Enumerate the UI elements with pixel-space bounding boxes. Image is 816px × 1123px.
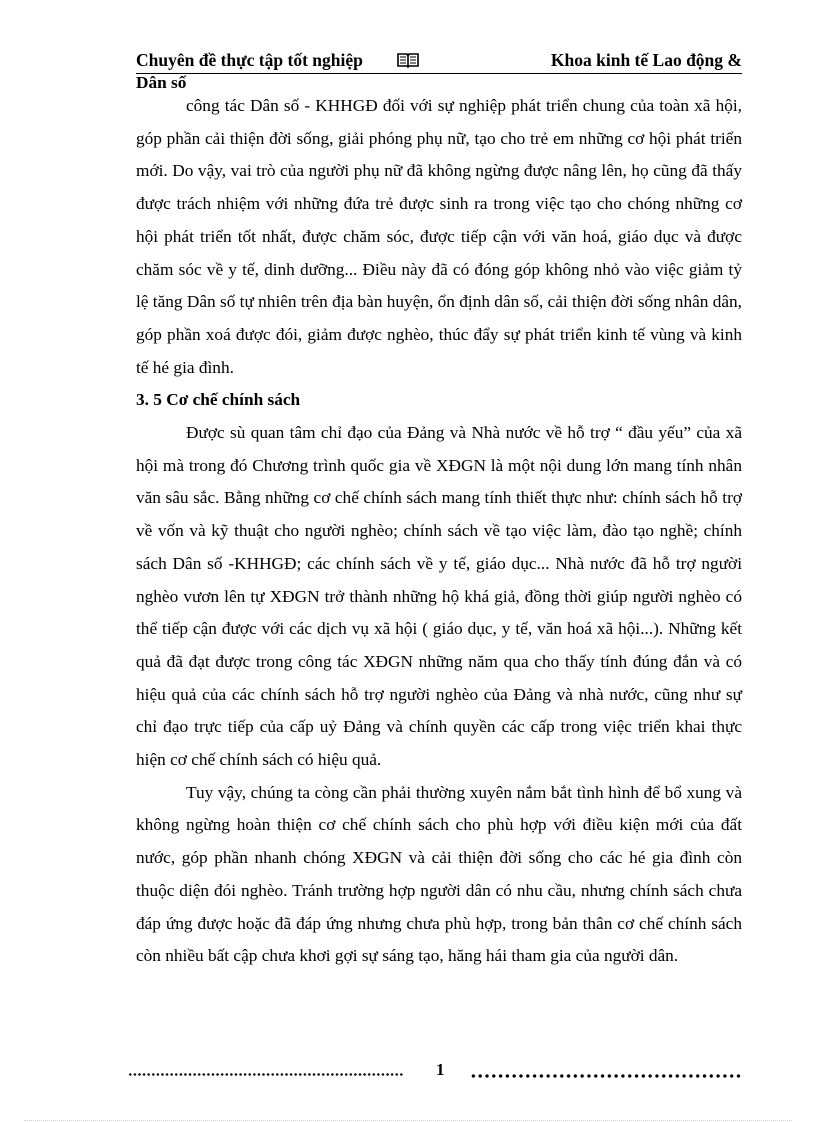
paragraph-1: công tác Dân số - KHHGĐ đối với sự nghiệp phát triển chung của toàn xã hội, góp phần cải thiện đời sống, giải phóng phụ nữ, tạo cho trẻ em những cơ hội phát triển mới. Do vậy, vai trò của người phụ nữ đã không ngừng được nâng lên, họ cũng đã thấy được trách nhiệm với những đứa trẻ được sinh ra trong việc tạo cho chóng những cơ hội phát triển tốt nhất, được chăm sóc, được tiếp cận với văn hoá, giáo dục và được chăm sóc về y tế, dinh dưỡng... Điều này đã có đóng góp không nhỏ vào việc giảm tỷ lệ tăng Dân số tự nhiên trên địa bàn huyện, ổn định dân số, cải thiện đời sống nhân dân, góp phần xoá được đói, giảm được nghèo, thúc đẩy sự phát triển kinh tế vùng và kinh tế hé gia đình.: [136, 96, 742, 377]
footer-dots-right: [470, 1072, 742, 1080]
footer-dots-left: [128, 1073, 404, 1079]
page-body: [136, 73, 742, 973]
page-header: [136, 50, 742, 70]
section-heading: 3. 5 Cơ chế chính sách: [136, 390, 301, 410]
paragraph-2: Được sù quan tâm chỉ đạo của Đảng và Nhà nước về hỗ trợ “ đầu yếu” của xã hội mà trong đó Chương trình quốc gia về XĐGN là một nội dung lớn mang tính nhân văn sâu sắc. Bằng những cơ chế chính sách mang tính thiết thực như: chính sách hỗ trợ về vốn và kỹ thuật cho người nghèo; chính sách về tạo việc làm, đào tạo nghề; chính sách Dân số -KHHGĐ; các chính sách về y tế, giáo dục... Nhà nước đã hỗ trợ người nghèo vươn lên tự XĐGN trở thành những hộ khá giả, đồng thời giúp người nghèo có thể tiếp cận được với các dịch vụ xã hội ( giáo dục, y tế, văn hoá xã hội...). Những kết quả đã đạt được trong công tác XĐGN những năm qua cho thấy tính đúng đắn và có hiệu quả của các chính sách hỗ trợ người nghèo của Đảng và nhà nước, cũng như sự chỉ đạo trực tiếp của cấp uỷ Đảng và chính quyền các cấp trong việc triển khai thực hiện cơ chế chính sách có hiệu quả.: [136, 423, 742, 770]
header-row: [136, 50, 742, 70]
book-icon: [397, 52, 419, 68]
paragraph-3: Tuy vậy, chúng ta còng cần phải thường xuyên nắm bắt tình hình để bổ xung và không ngừng hoàn thiện cơ chế chính sách cho phù hợp với điều kiện mới của đất nước, góp phần nhanh chóng XĐGN và cải thiện đời sống cho các hé gia đình còn thuộc diện đói nghèo. Tránh trường hợp người dân có nhu cầu, nhưng chính sách chưa đáp ứng được hoặc đã đáp ứng nhưng chưa phù hợp, trong bản thân cơ chế chính sách còn nhiều bất cập chưa khơi gợi sự sáng tạo, hăng hái tham gia của người dân.: [136, 782, 742, 966]
header-title-right: Khoa kinh tế Lao động &: [550, 50, 742, 70]
page-number: 1: [436, 1060, 445, 1079]
header-rule: [136, 73, 742, 74]
page-footer: [128, 1060, 742, 1084]
header-continuation: Dân số: [136, 73, 187, 92]
page-edge: [24, 1120, 792, 1121]
header-title-left: Chuyên đề thực tập tốt nghiệp: [136, 50, 363, 70]
